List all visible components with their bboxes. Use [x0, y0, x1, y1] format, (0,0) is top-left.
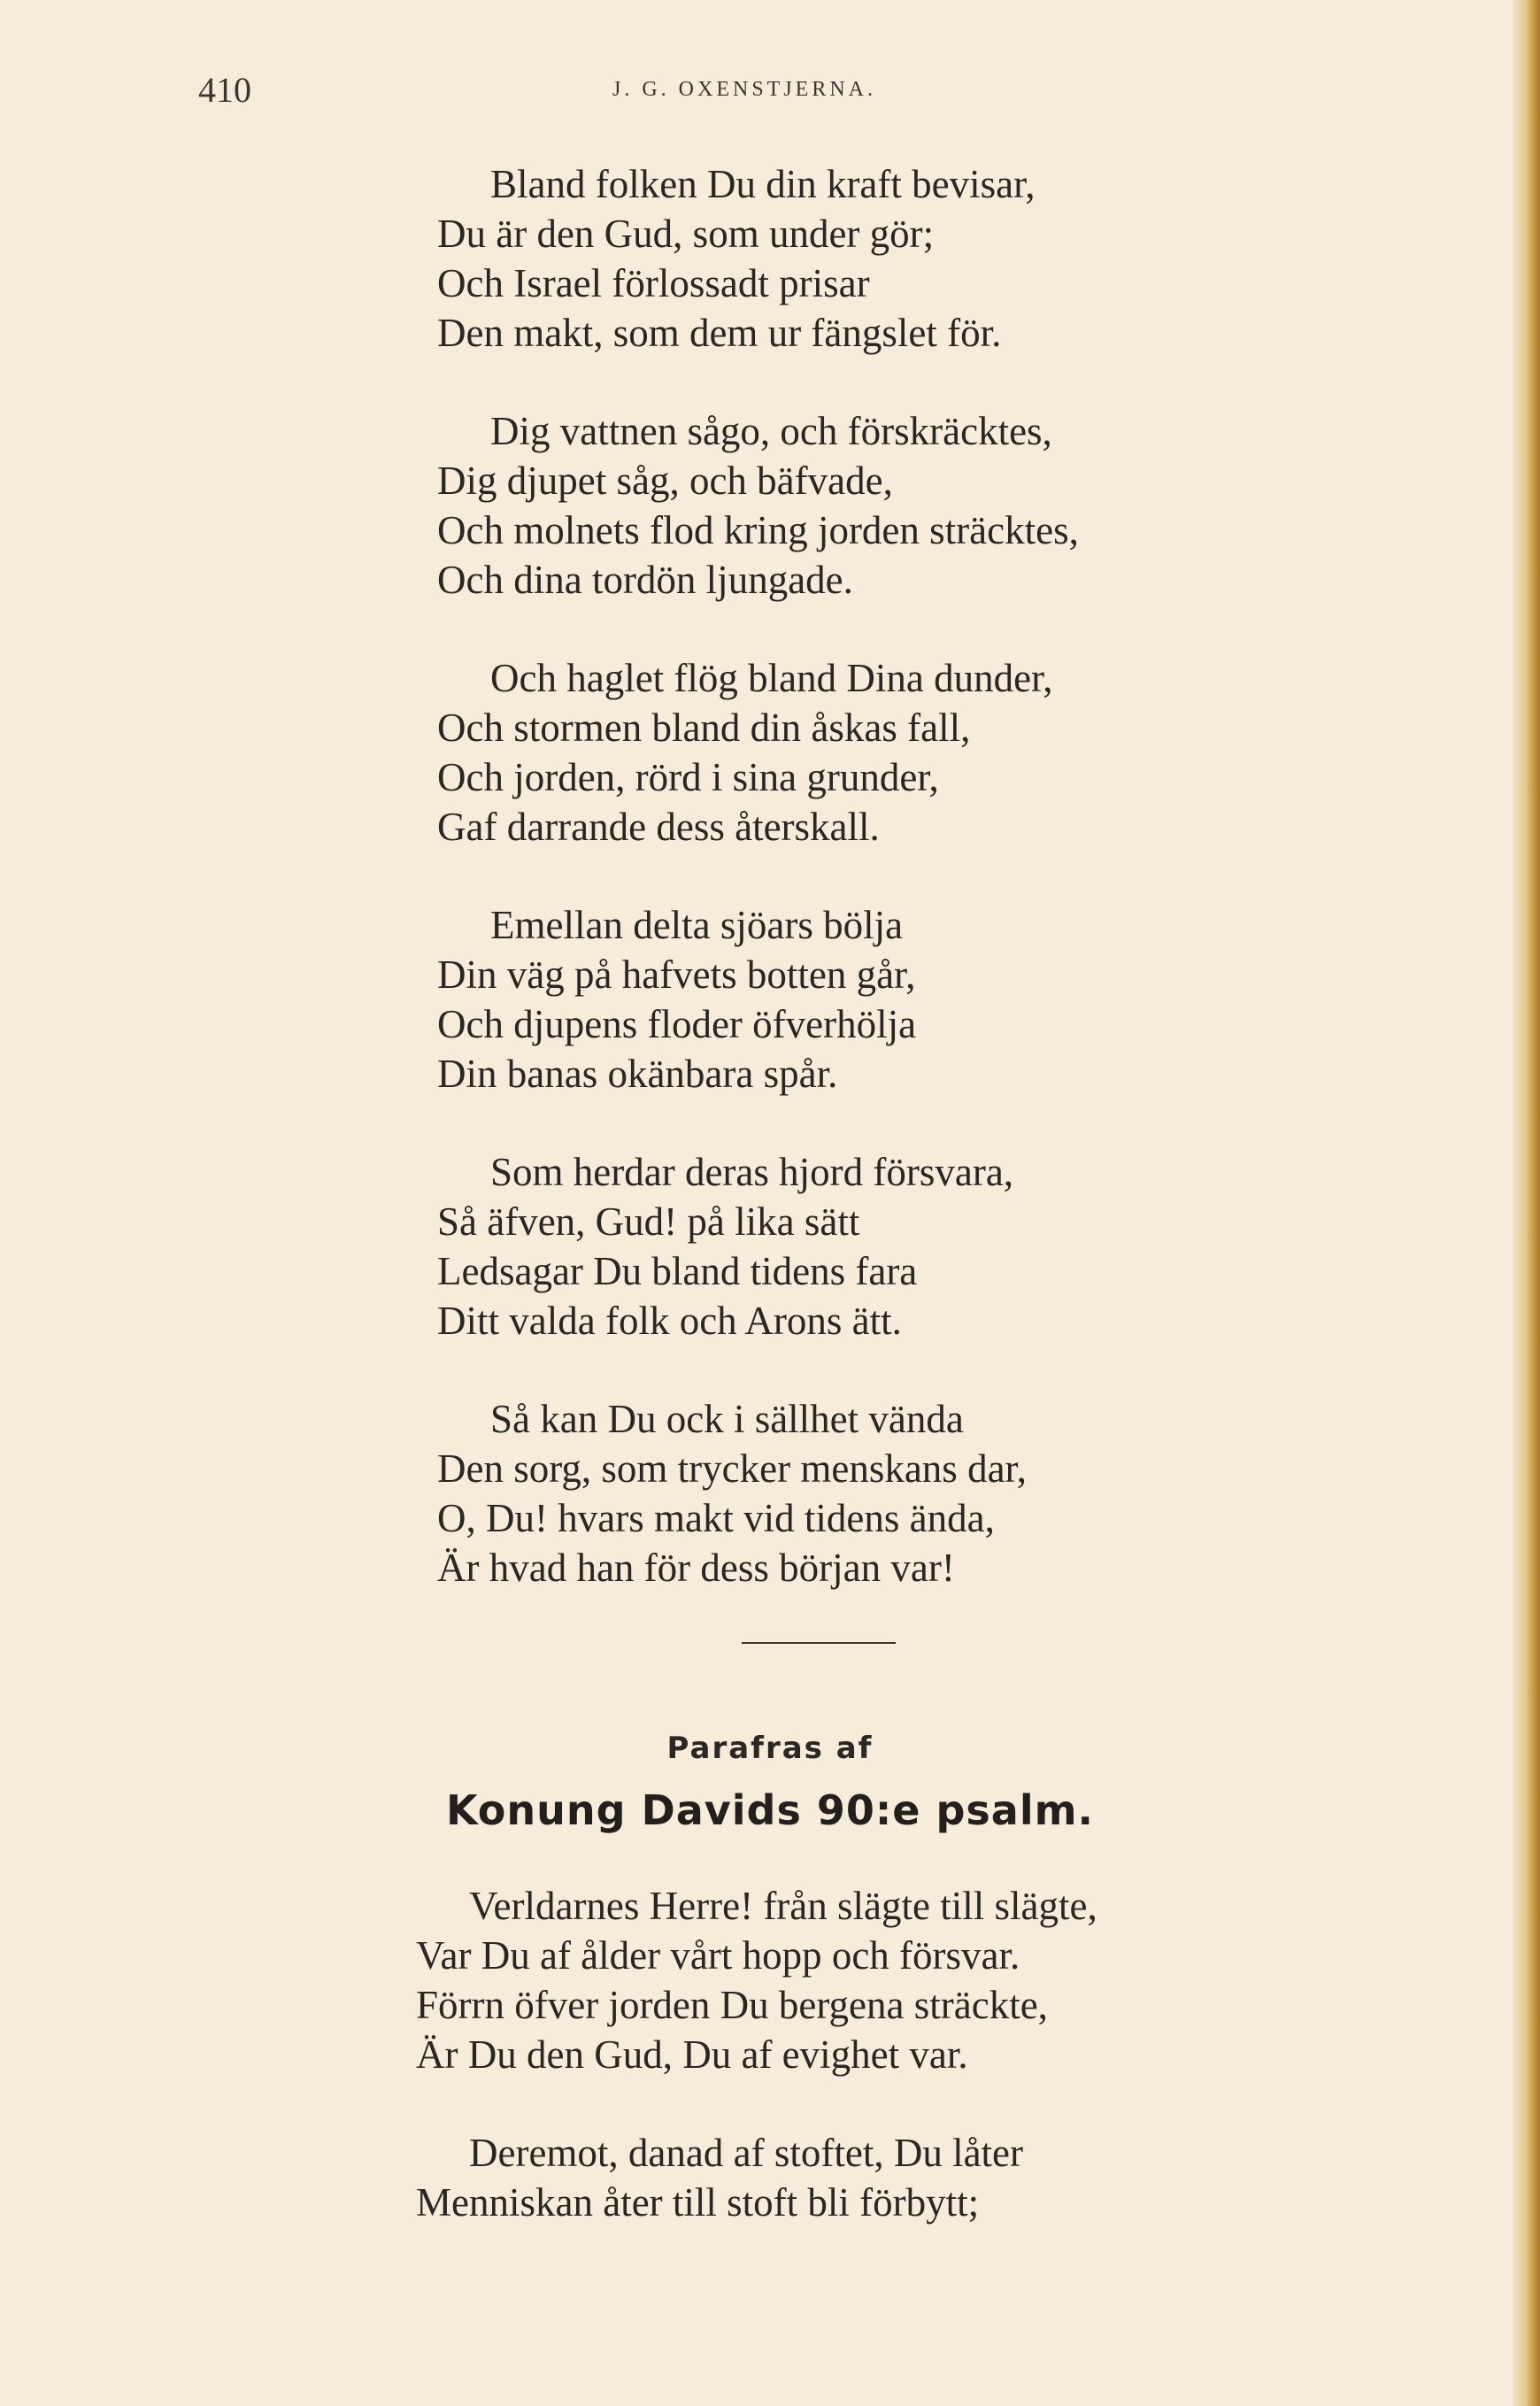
verse-line: Och haglet flög bland Dina dunder, — [490, 656, 1053, 700]
section-subtitle: Parafras af — [666, 1731, 874, 1766]
page-header — [0, 69, 1540, 113]
stanza — [437, 406, 1079, 605]
verse-line: Deremot, danad af stoftet, Du låter — [469, 2131, 1024, 2175]
verse-line: Var Du af ålder vårt hopp och försvar. — [416, 1933, 1020, 1978]
stanza — [437, 653, 1079, 852]
verse-line: Och molnets flod kring jorden sträcktes, — [437, 508, 1079, 552]
section-divider — [742, 1642, 896, 1644]
stanza — [437, 159, 1079, 358]
stanza — [416, 2128, 1097, 2227]
verse-line: Är Du den Gud, Du af evighet var. — [416, 2032, 968, 2077]
section-title: Konung Davids 90:e psalm. — [445, 1786, 1095, 1834]
stanza — [437, 1147, 1079, 1346]
verse-line: Och Israel förlossadt prisar — [437, 261, 870, 305]
verse-line: Ditt valda folk och Arons ätt. — [437, 1299, 902, 1343]
verse-line: Menniskan åter till stoft bli förbytt; — [416, 2180, 980, 2225]
running-head: J. G. OXENSTJERNA. — [612, 78, 877, 101]
verse-line: Och djupens floder öfverhölja — [437, 1002, 917, 1046]
verse-line: Gaf darrande dess återskall. — [437, 805, 880, 849]
verse-line: Är hvad han för dess början var! — [437, 1546, 955, 1590]
verse-line: Som herdar deras hjord försvara, — [490, 1150, 1014, 1194]
poem-1 — [437, 159, 1079, 1641]
verse-line: Så kan Du ock i sällhet vända — [490, 1397, 964, 1441]
verse-line: Verldarnes Herre! från slägte till slägte, — [469, 1884, 1097, 1928]
verse-line: Din väg på hafvets botten går, — [437, 952, 916, 997]
verse-line: Du är den Gud, som under gör; — [437, 212, 935, 256]
verse-line: Den makt, som dem ur fängslet för. — [437, 311, 1002, 355]
stanza — [416, 1881, 1097, 2079]
page-number: 410 — [198, 70, 251, 110]
stanza — [437, 1394, 1079, 1592]
verse-line: Din banas okänbara spår. — [437, 1052, 838, 1096]
verse-line: Och stormen bland din åskas fall, — [437, 706, 971, 750]
verse-line: Den sorg, som trycker menskans dar, — [437, 1446, 1027, 1491]
poem-2 — [416, 1881, 1097, 2276]
verse-line: Emellan delta sjöars bölja — [490, 903, 904, 947]
verse-line: Dig djupet såg, och bäfvade, — [437, 459, 893, 503]
verse-line: Och dina tordön ljungade. — [437, 558, 853, 602]
verse-line: Bland folken Du din kraft bevisar, — [490, 162, 1036, 206]
verse-line: O, Du! hvars makt vid tidens ända, — [437, 1496, 995, 1540]
page-edge — [1513, 0, 1540, 2406]
verse-line: Och jorden, rörd i sina grunder, — [437, 755, 939, 799]
verse-line: Dig vattnen sågo, och förskräcktes, — [490, 409, 1052, 453]
verse-line: Ledsagar Du bland tidens fara — [437, 1249, 918, 1293]
stanza — [437, 900, 1079, 1099]
verse-line: Så äfven, Gud! på lika sätt — [437, 1199, 860, 1244]
verse-line: Förrn öfver jorden Du bergena sträckte, — [416, 1983, 1048, 2027]
